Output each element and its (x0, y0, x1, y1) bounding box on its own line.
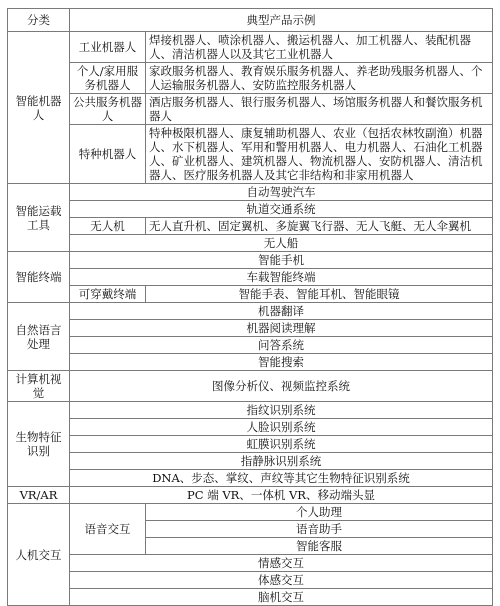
header-category: 分类 (8, 9, 70, 32)
item-hci: 脑机交互 (70, 589, 493, 606)
item-biometric: 虹膜识别系统 (70, 436, 493, 453)
item-biometric: 人脸识别系统 (70, 419, 493, 436)
table-row (8, 487, 493, 504)
table-row (8, 453, 493, 470)
category-robots: 智能机器人 (8, 32, 70, 184)
table-row (8, 436, 493, 453)
subcategory-personal: 个人/家用服务机器人 (70, 63, 146, 94)
table-row (8, 235, 493, 252)
table-row (8, 354, 493, 371)
subcategory-public: 公共服务机器人 (70, 94, 146, 125)
item-hci: 情感交互 (70, 555, 493, 572)
item-biometric: 指纹识别系统 (70, 402, 493, 419)
subcategory-industrial: 工业机器人 (70, 32, 146, 63)
category-vrar: VR/AR (8, 487, 70, 504)
category-hci: 人机交互 (8, 504, 70, 606)
table-row (8, 337, 493, 354)
examples-personal: 家政服务机器人、教育娱乐服务机器人、养老助残服务机器人、个人运输服务机器人、安防监控服务机器人 (146, 63, 493, 94)
table-row (8, 555, 493, 572)
item-rail-system: 轨道交通系统 (70, 201, 493, 218)
examples-drones: 无人直升机、固定翼机、多旋翼飞行器、无人飞艇、无人伞翼机 (146, 218, 493, 235)
header-products: 典型产品示例 (70, 9, 493, 32)
item-voice: 个人助理 (146, 504, 493, 521)
table-row (8, 572, 493, 589)
item-vrar: PC 端 VR、一体机 VR、移动端头显 (70, 487, 493, 504)
item-hci: 体感交互 (70, 572, 493, 589)
examples-special: 特种极限机器人、康复辅助机器人、农业（包括农林牧副渔）机器人、水下机器人、军用和警用机器人、电力机器人、石油化工机器人、矿业机器人、建筑机器人、物流机器人、安防机器人、清洁机器人、医疗服务机器人及其它非结构和非家用机器人 (146, 125, 493, 184)
item-autonomous-car: 自动驾驶汽车 (70, 184, 493, 201)
item-nlp: 机器翻译 (70, 303, 493, 320)
category-vehicles: 智能运载工具 (8, 184, 70, 252)
table-row (8, 201, 493, 218)
subcategory-voice: 语音交互 (70, 504, 146, 555)
examples-wearable: 智能手表、智能耳机、智能眼镜 (146, 286, 493, 303)
table-row (8, 589, 493, 606)
examples-public: 酒店服务机器人、银行服务机器人、场馆服务机器人和餐饮服务机器人 (146, 94, 493, 125)
item-voice: 语音助手 (146, 521, 493, 538)
table-row (8, 94, 493, 125)
table-row (8, 252, 493, 269)
table-row (8, 269, 493, 286)
table-row (8, 402, 493, 419)
table-row (8, 218, 493, 235)
product-classification-table (7, 8, 493, 606)
category-biometrics: 生物特征识别 (8, 402, 70, 487)
item-biometric: 指静脉识别系统 (70, 453, 493, 470)
item-unmanned-ship: 无人船 (70, 235, 493, 252)
category-terminals: 智能终端 (8, 252, 70, 303)
item-nlp: 机器阅读理解 (70, 320, 493, 337)
table-row (8, 371, 493, 402)
table-row (8, 63, 493, 94)
table-row (8, 470, 493, 487)
table-row (8, 303, 493, 320)
item-biometric: DNA、步态、掌纹、声纹等其它生物特征识别系统 (70, 470, 493, 487)
subcategory-drones: 无人机 (70, 218, 146, 235)
table-row (8, 286, 493, 303)
item-smartphone: 智能手机 (70, 252, 493, 269)
table-row (8, 32, 493, 63)
table-row (8, 504, 493, 521)
subcategory-wearable: 可穿戴终端 (70, 286, 146, 303)
table-row (8, 320, 493, 337)
item-voice: 智能客服 (146, 538, 493, 555)
table-row (8, 184, 493, 201)
examples-industrial: 焊接机器人、喷涂机器人、搬运机器人、加工机器人、装配机器人、清洁机器人以及其它工业机器人 (146, 32, 493, 63)
item-nlp: 问答系统 (70, 337, 493, 354)
subcategory-special: 特种机器人 (70, 125, 146, 184)
item-car-terminal: 车载智能终端 (70, 269, 493, 286)
table-header-row (8, 9, 493, 32)
category-vision: 计算机视觉 (8, 371, 70, 402)
table-row (8, 419, 493, 436)
category-nlp: 自然语言处理 (8, 303, 70, 371)
item-vision: 图像分析仪、视频监控系统 (70, 371, 493, 402)
item-nlp: 智能搜索 (70, 354, 493, 371)
table-row (8, 125, 493, 184)
